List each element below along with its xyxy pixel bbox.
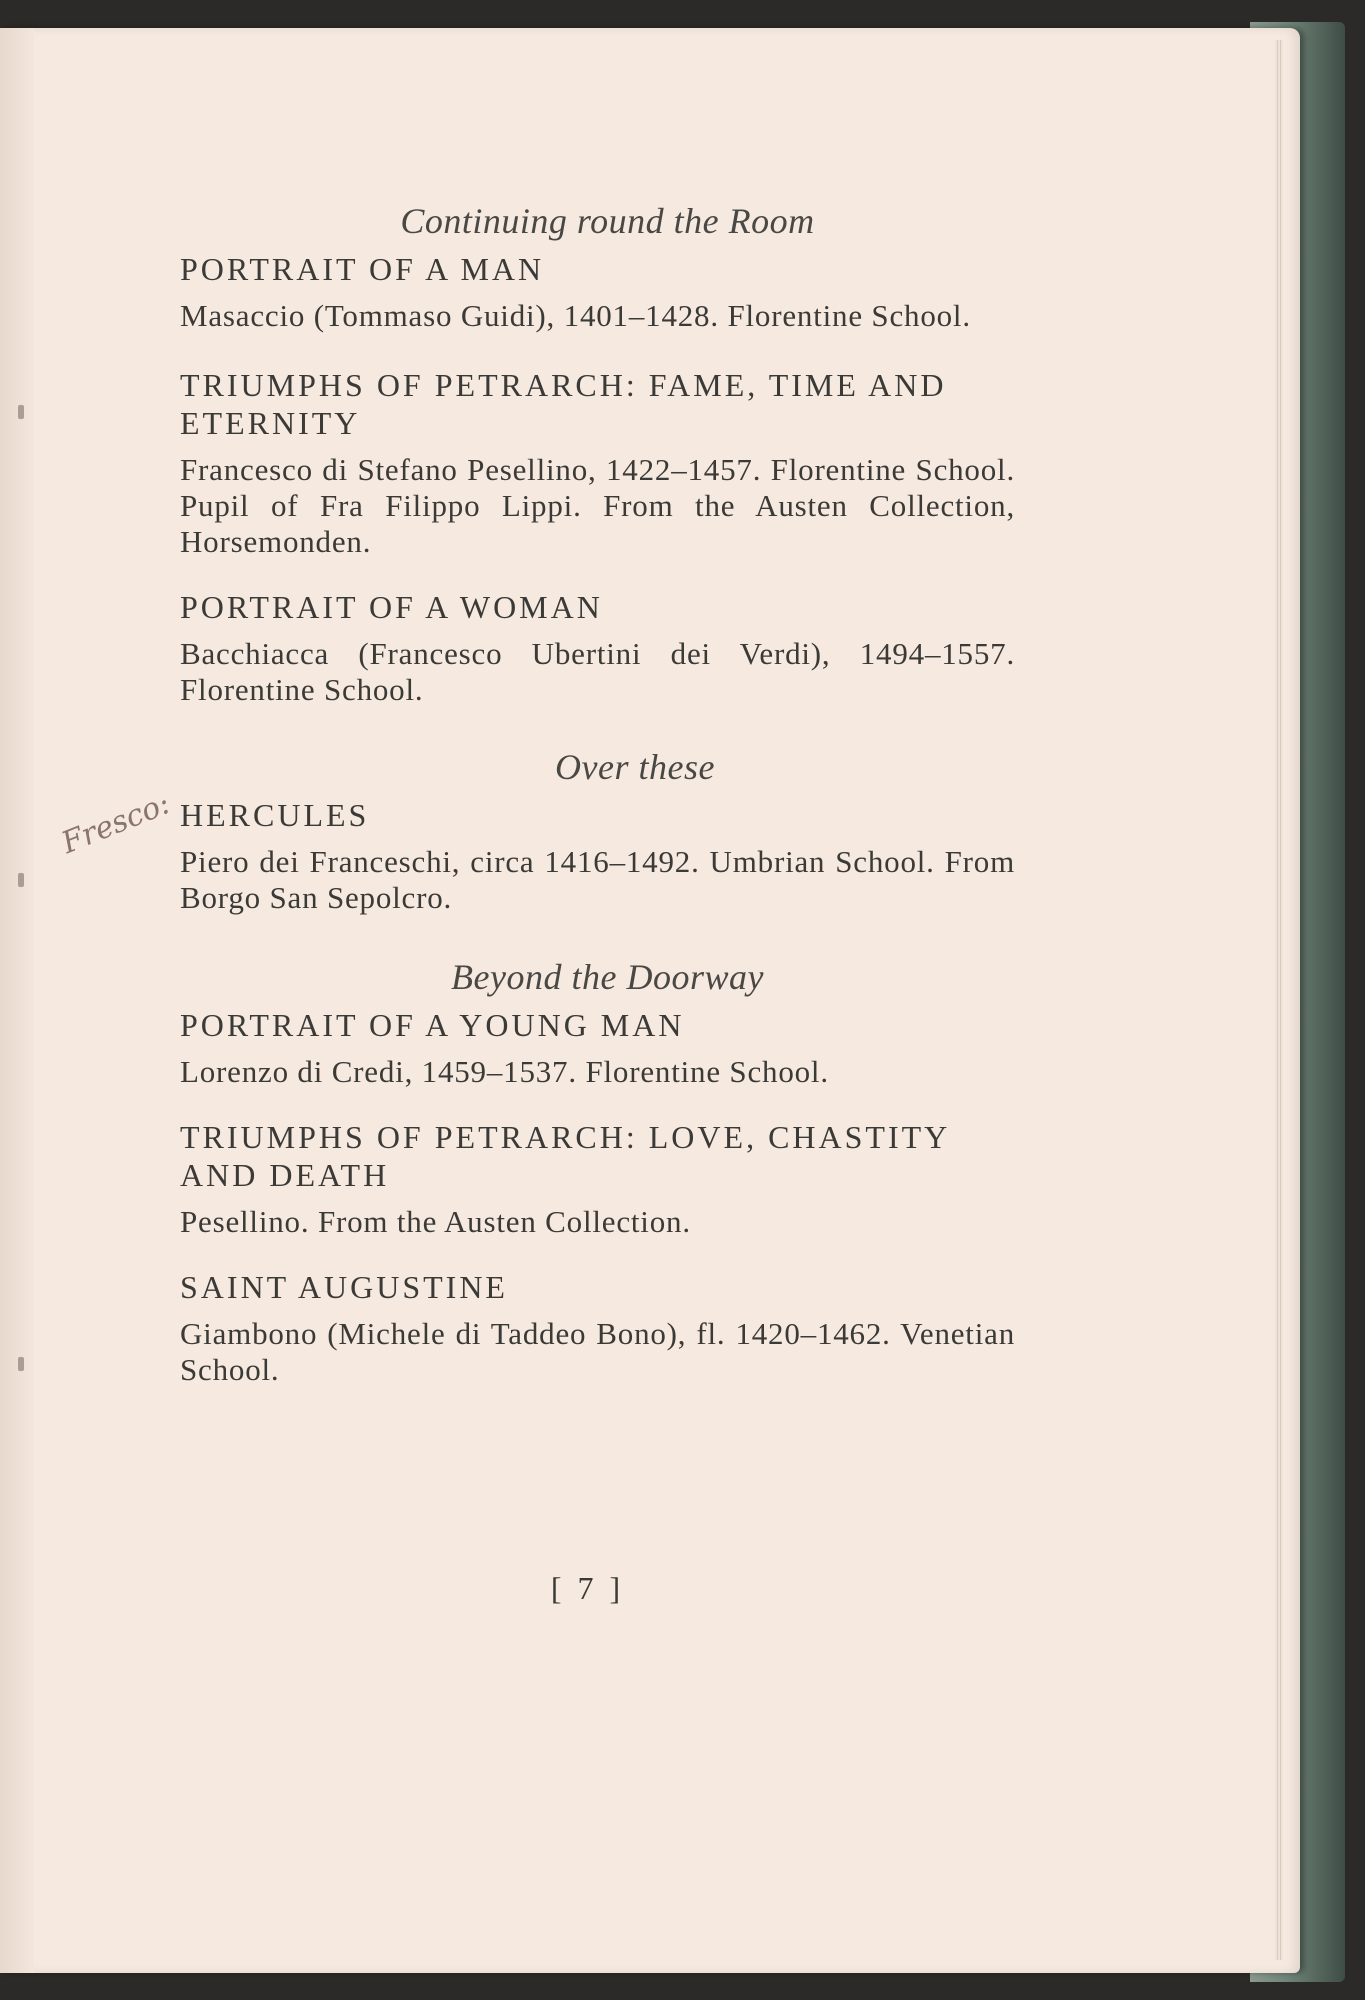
section-heading: Continuing round the Room	[400, 201, 815, 241]
entry-title: TRIUMPHS OF PETRARCH: FAME, TIME AND ETERNITY	[180, 367, 947, 441]
section-heading: Beyond the Doorway	[451, 957, 764, 997]
entry-title: PORTRAIT OF A YOUNG MAN	[180, 1007, 685, 1043]
page-gutter	[0, 28, 34, 1973]
catalogue-entry	[180, 588, 1015, 708]
entry-description: Pesellino. From the Austen Collection.	[180, 1204, 691, 1239]
entry-title: TRIUMPHS OF PETRARCH: LOVE, CHASTITY AND DEATH	[180, 1119, 950, 1193]
catalogue-entry	[180, 1268, 1015, 1388]
catalogue-entry	[180, 1006, 1015, 1090]
entry-description: Giambono (Michele di Taddeo Bono), fl. 1420–1462. Venetian School.	[180, 1316, 1015, 1387]
catalogue-entry	[180, 1118, 1015, 1240]
binding-mark	[18, 873, 24, 887]
entry-title: SAINT AUGUSTINE	[180, 1269, 508, 1305]
entry-description: Bacchiacca (Francesco Ubertini dei Verdi), 1494–1557. Florentine School.	[180, 636, 1015, 707]
entry-description: Lorenzo di Credi, 1459–1537. Florentine School.	[180, 1054, 829, 1089]
section-heading: Over these	[555, 747, 715, 787]
binding-mark	[18, 405, 24, 419]
catalogue-text	[180, 200, 1015, 1416]
handwritten-annotation: Fresco:	[56, 786, 176, 861]
entry-title: HERCULES	[180, 797, 370, 833]
page-number: [ 7 ]	[550, 1570, 625, 1606]
entry-description: Francesco di Stefano Pesellino, 1422–1457. Florentine School. Pupil of Fra Filippo Lippi. From the Austen Collection, Horsemonden.	[180, 452, 1015, 559]
catalogue-entry	[180, 366, 1015, 560]
entry-title: PORTRAIT OF A WOMAN	[180, 589, 603, 625]
entry-description: Masaccio (Tommaso Guidi), 1401–1428. Florentine School.	[180, 298, 971, 333]
entry-description: Piero dei Franceschi, circa 1416–1492. Umbrian School. From Borgo San Sepolcro.	[180, 844, 1015, 915]
binding-mark	[18, 1357, 24, 1371]
catalogue-entry	[180, 250, 1015, 334]
catalogue-entry	[180, 796, 1015, 916]
entry-title: PORTRAIT OF A MAN	[180, 251, 545, 287]
page-edges	[1275, 40, 1283, 1960]
